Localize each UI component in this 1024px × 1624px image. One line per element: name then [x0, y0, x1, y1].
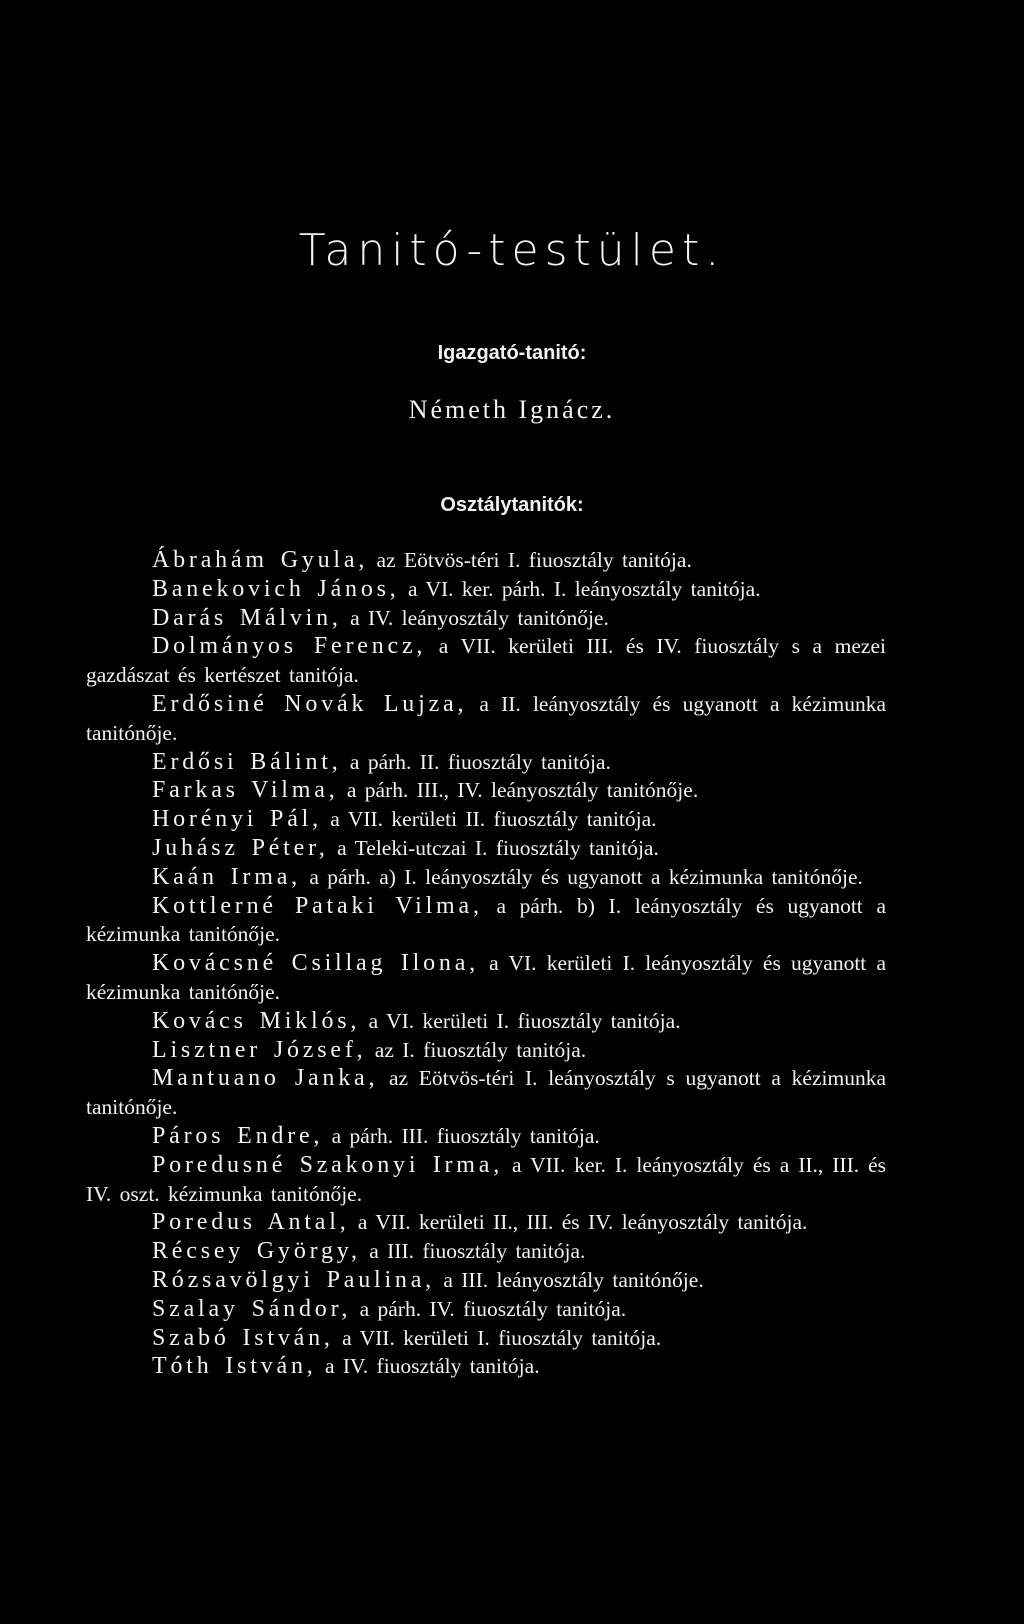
- teacher-description: a párh. III., IV. leányosztály tanitónője.: [338, 778, 699, 803]
- list-item: [86, 690, 886, 748]
- list-item: [86, 863, 886, 892]
- teacher-name: Szabó István,: [152, 1324, 334, 1351]
- teacher-name: Banekovich János,: [152, 575, 400, 602]
- teacher-name: Kovácsné Csillag Ilona,: [152, 950, 479, 977]
- class-teachers-heading: Osztálytanitók:: [440, 494, 584, 516]
- teacher-description: a párh. III. fiuosztály tanitója.: [323, 1123, 600, 1148]
- teacher-name: Lisztner József,: [152, 1036, 367, 1063]
- teacher-name: Poredusné Szakonyi Irma,: [152, 1151, 503, 1178]
- teacher-list: [86, 546, 886, 1381]
- teacher-name: Tóth István,: [152, 1353, 317, 1380]
- teacher-description: a VII. kerületi II., III. és IV. leányosztály tanitója.: [349, 1210, 808, 1235]
- principal-heading: Igazgató-tanitó:: [437, 342, 587, 364]
- teacher-description: a VI. kerületi I. fiuosztály tanitója.: [360, 1008, 681, 1033]
- teacher-description: a VI. kerületi I. leányosztály és ugyanott a kézimunka tanitónője.: [86, 951, 886, 1004]
- list-item: [86, 1122, 886, 1151]
- list-item: [86, 805, 886, 834]
- teacher-description: az I. fiuosztály tanitója.: [366, 1037, 587, 1062]
- teacher-description: a párh. a) I. leányosztály és ugyanott a kézimunka tanitónője.: [300, 864, 863, 889]
- list-item: [86, 1208, 886, 1237]
- teacher-description: a IV. leányosztály tanitónője.: [341, 605, 609, 630]
- list-item: [86, 575, 886, 604]
- teacher-description: az Eötvös-téri I. fiuosztály tanitója.: [368, 548, 692, 572]
- teacher-description: a IV. fiuosztály tanitója.: [316, 1354, 540, 1379]
- teacher-name: Kovács Miklós,: [152, 1007, 361, 1034]
- list-item: [86, 1036, 886, 1065]
- teacher-name: Kottlerné Pataki Vilma,: [152, 892, 483, 919]
- page-title: Tanitó-testület.: [298, 225, 726, 276]
- list-item: [86, 1237, 886, 1266]
- list-item: [86, 1324, 886, 1353]
- teacher-name: Récsey György,: [152, 1238, 361, 1265]
- teacher-description: az Eötvös-téri I. leányosztály s ugyanott a kézimunka tanitónője.: [86, 1066, 886, 1120]
- teacher-name: Kaán Irma,: [152, 863, 301, 890]
- teacher-name: Darás Málvin,: [152, 604, 342, 631]
- list-item: [86, 834, 886, 863]
- teacher-description: a párh. II. fiuosztály tanitója.: [341, 749, 611, 774]
- teacher-name: Rózsavölgyi Paulina,: [152, 1266, 435, 1293]
- list-item: [86, 1151, 886, 1209]
- teacher-name: Poredus Antal,: [152, 1209, 350, 1236]
- list-item: [86, 776, 886, 805]
- list-item: [86, 1352, 886, 1381]
- teacher-description: a párh. b) I. leányosztály és ugyanott a kézimunka tanitónője.: [86, 893, 886, 947]
- list-item: [86, 632, 886, 690]
- teacher-name: Horényi Pál,: [152, 806, 322, 833]
- list-item: [86, 949, 886, 1007]
- teacher-name: Erdősi Bálint,: [152, 748, 342, 775]
- list-item: [86, 892, 886, 950]
- teacher-description: a Teleki-utczai I. fiuosztály tanitója.: [328, 835, 659, 860]
- list-item: [86, 546, 886, 575]
- teacher-name: Mantuano Janka,: [152, 1065, 379, 1092]
- teacher-description: a VII. ker. I. leányosztály és a II., III. és IV. oszt. kézimunka tanitónője.: [86, 1152, 886, 1206]
- teacher-description: a VII. kerületi I. fiuosztály tanitója.: [333, 1325, 662, 1350]
- teacher-description: a III. fiuosztály tanitója.: [360, 1239, 586, 1264]
- principal-name: Németh Ignácz.: [408, 395, 616, 424]
- teacher-description: a III. leányosztály tanitónője.: [434, 1267, 704, 1292]
- teacher-description: a II. leányosztály és ugyanott a kézimunka tanitónője.: [86, 691, 887, 745]
- teacher-description: a VII. kerületi III. és IV. fiuosztály s a mezei gazdászat és kertészet tanitója.: [86, 634, 886, 688]
- list-item: [86, 1007, 886, 1036]
- teacher-name: Juhász Péter,: [152, 834, 329, 861]
- teacher-name: Dolmányos Ferencz,: [152, 633, 427, 660]
- list-item: [86, 1266, 886, 1295]
- teacher-description: a VI. ker. párh. I. leányosztály tanitója.: [399, 576, 761, 601]
- teacher-name: Erdősiné Novák Lujza,: [152, 690, 468, 717]
- teacher-description: a párh. IV. fiuosztály tanitója.: [351, 1296, 627, 1321]
- teacher-name: Farkas Vilma,: [152, 777, 339, 804]
- list-item: [86, 1295, 886, 1324]
- list-item: [86, 1064, 886, 1122]
- list-item: [86, 604, 886, 633]
- teacher-description: a VII. kerületi II. fiuosztály tanitója.: [321, 807, 657, 832]
- teacher-name: Ábrahám Gyula,: [152, 547, 369, 573]
- teacher-name: Szalay Sándor,: [152, 1295, 352, 1322]
- list-item: [86, 748, 886, 777]
- teacher-name: Páros Endre,: [152, 1122, 324, 1149]
